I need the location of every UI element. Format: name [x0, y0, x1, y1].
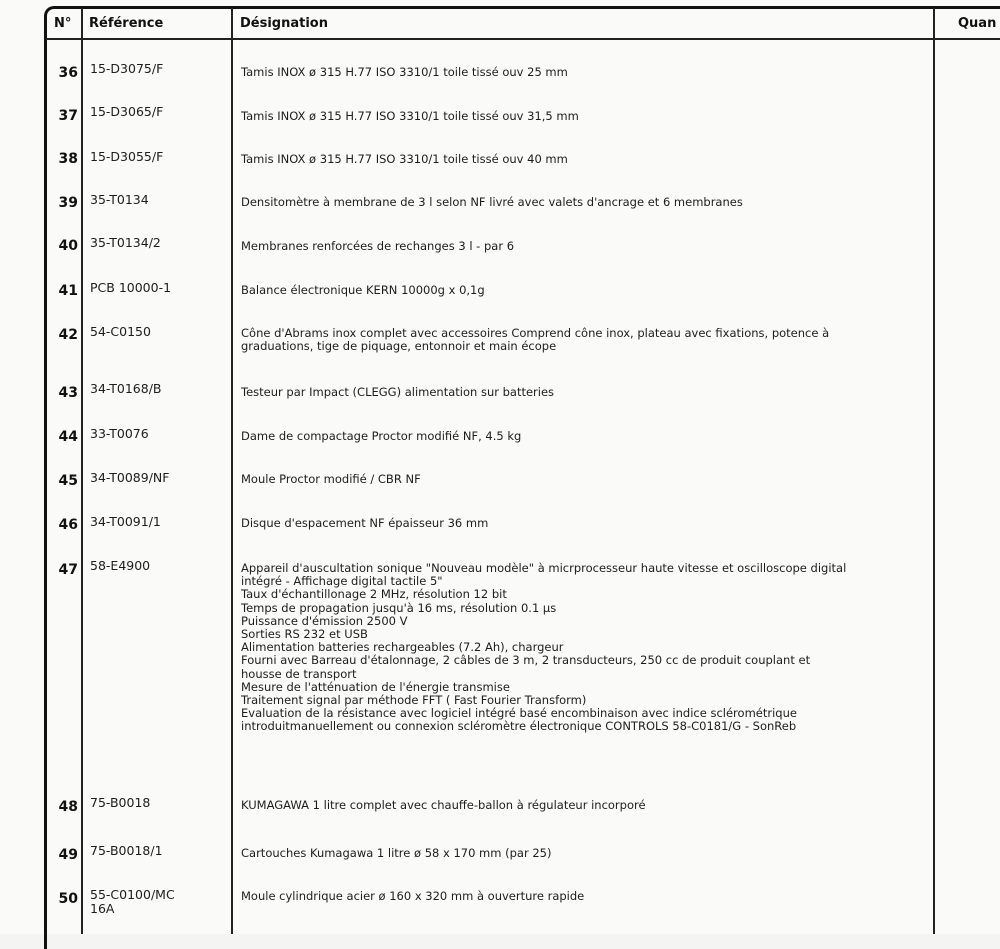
row-designation: Moule Proctor modifié / CBR NF	[241, 472, 421, 486]
header-divider	[46, 38, 1000, 40]
row-reference: 75-B0018/1	[90, 843, 163, 858]
row-reference: PCB 10000-1	[90, 280, 172, 295]
row-designation: Disque d'espacement NF épaisseur 36 mm	[241, 516, 489, 530]
column-divider	[231, 8, 233, 934]
row-designation: Moule cylindrique acier ø 160 x 320 mm à ouverture rapide	[241, 889, 585, 903]
row-number: 46	[58, 517, 78, 533]
column-divider	[81, 8, 83, 934]
row-reference: 34-T0091/1	[90, 514, 161, 529]
row-designation: Membranes renforcées de rechanges 3 l - par 6	[241, 239, 515, 253]
row-reference: 35-T0134	[90, 192, 149, 207]
row-reference: 34-T0089/NF	[90, 470, 170, 485]
row-number: 45	[58, 473, 78, 489]
row-reference: 33-T0076	[90, 426, 149, 441]
row-number: 50	[58, 891, 78, 907]
row-number: 39	[58, 195, 78, 211]
column-divider	[933, 8, 935, 934]
row-number: 43	[58, 385, 78, 401]
row-designation: Cône d'Abrams inox complet avec accessoires Comprend cône inox, plateau avec fixations, potence à graduations, tige de piquage, entonnoir et main écope	[241, 326, 830, 354]
row-designation: Testeur par Impact (CLEGG) alimentation sur batteries	[241, 385, 555, 399]
row-designation: Cartouches Kumagawa 1 litre ø 58 x 170 mm (par 25)	[241, 846, 552, 860]
header-number: N°	[54, 16, 72, 31]
row-designation: Dame de compactage Proctor modifié NF, 4.5 kg	[241, 429, 522, 443]
row-reference: 58-E4900	[90, 558, 151, 573]
row-number: 44	[58, 429, 78, 445]
row-number: 47	[58, 562, 78, 578]
row-designation: Tamis INOX ø 315 H.77 ISO 3310/1 toile tissé ouv 40 mm	[241, 152, 568, 166]
row-reference: 34-T0168/B	[90, 381, 162, 396]
row-number: 37	[58, 108, 78, 124]
row-number: 49	[58, 847, 78, 863]
row-designation: Tamis INOX ø 315 H.77 ISO 3310/1 toile tissé ouv 25 mm	[241, 65, 568, 79]
row-number: 38	[58, 151, 78, 167]
header-quantity: Quan	[958, 16, 997, 31]
row-reference: 55-C0100/MC 16A	[90, 887, 175, 916]
row-number: 41	[58, 283, 78, 299]
row-reference: 35-T0134/2	[90, 235, 161, 250]
row-number: 40	[58, 238, 78, 254]
row-designation: Densitomètre à membrane de 3 l selon NF livré avec valets d'ancrage et 6 membranes	[241, 195, 743, 209]
row-designation: Appareil d'auscultation sonique "Nouveau modèle" à micrprocesseur haute vitesse et oscilloscope digital intégré - Affichage digital tactile 5" Taux d'échantillonage 2 MHz, résolution 12 bit Temps de propagation jusqu'à 16 ms, résolution 0.1 µs Puissance d'émission 2500 V Sorties RS 232 et USB Alimentation batteries rechargeables (7.2 Ah), chargeur Fourni avec Barreau d'étalonnage, 2 câbles de 3 m, 2 transducteurs, 250 cc de produit couplant et housse de transport Mesure de l'atténuation de l'énergie transmise Traitement signal par méthode FFT ( Fast Fourier Transform) Evaluation de la résistance avec logiciel intégré basé encombinaison avec indice sclérométrique introduitmanuellement ou connexion scléromètre électronique CONTROLS 58-C0181/G - SonReb	[241, 561, 847, 734]
row-reference: 15-D3065/F	[90, 104, 164, 119]
row-reference: 54-C0150	[90, 324, 151, 339]
row-number: 42	[58, 327, 78, 343]
row-designation: KUMAGAWA 1 litre complet avec chauffe-ballon à régulateur incorporé	[241, 798, 646, 812]
row-number: 48	[58, 799, 78, 815]
row-reference: 15-D3055/F	[90, 149, 164, 164]
row-designation: Balance électronique KERN 10000g x 0,1g	[241, 283, 485, 297]
header-reference: Référence	[89, 16, 164, 31]
header-designation: Désignation	[240, 16, 328, 31]
row-reference: 75-B0018	[90, 795, 151, 810]
row-number: 36	[58, 65, 78, 81]
row-reference: 15-D3075/F	[90, 61, 164, 76]
row-designation: Tamis INOX ø 315 H.77 ISO 3310/1 toile tissé ouv 31,5 mm	[241, 109, 579, 123]
